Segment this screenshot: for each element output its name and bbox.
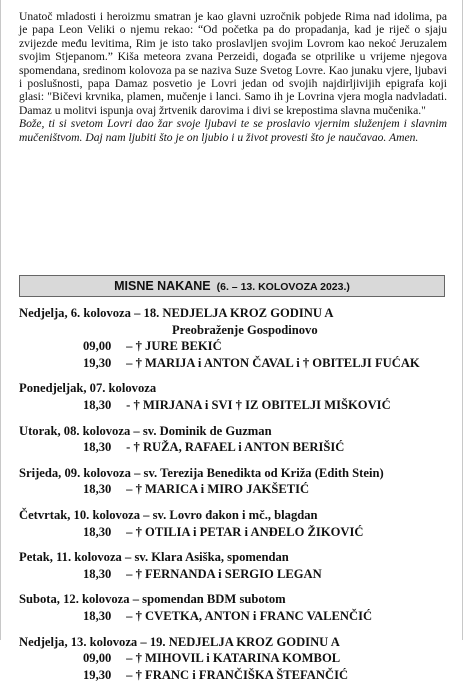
mass-schedule xyxy=(19,305,449,692)
mass-intention: – † CVETKA, ANTON i FRANC VALENČIĆ xyxy=(126,608,373,623)
mass-intentions-banner xyxy=(19,275,445,297)
day-name: Četvrtak, 10. kolovoza xyxy=(19,507,141,522)
mass-item xyxy=(19,524,449,541)
banner-dates: (6. – 13. KOLOVOZA 2023.) xyxy=(216,281,350,293)
mass-intention: – † MARIJA i ANTON ČAVAL i † OBITELJI FUĆAK xyxy=(126,355,420,370)
day-heading xyxy=(19,380,449,397)
day-heading xyxy=(19,507,449,524)
day-name: Ponedjeljak, 07. kolovoza xyxy=(19,381,157,396)
day-heading xyxy=(19,549,449,566)
mass-item xyxy=(19,439,449,456)
intro-prayer: Bože, ti si svetom Lovri dao žar svoje ljubavi te se proslavio vjernim služenjem i slavnim mučeništvom. Daj nam ljubiti što je on ljubio i u život provesti što je naučavao. Amen. xyxy=(19,117,447,144)
day-entry xyxy=(19,634,449,684)
mass-item xyxy=(19,481,449,498)
mass-time: 19,30 xyxy=(83,667,112,682)
mass-item xyxy=(19,566,449,583)
day-heading xyxy=(19,634,449,651)
day-name: Petak, 11. kolovoza xyxy=(19,550,122,565)
mass-time: 18,30 xyxy=(83,482,112,497)
day-entry xyxy=(19,549,449,582)
day-heading xyxy=(19,423,449,440)
day-entry xyxy=(19,305,449,371)
mass-intention: – † FRANC i FRANČIŠKA ŠTEFANČIĆ xyxy=(126,667,349,682)
day-entry xyxy=(19,423,449,456)
intro-section xyxy=(19,10,447,144)
day-name: Nedjelja, 6. kolovoza xyxy=(19,306,131,320)
mass-time: 18,30 xyxy=(83,566,112,581)
day-feast: – 19. NEDJELJA KROZ GODINU A xyxy=(137,634,340,649)
day-entry xyxy=(19,591,449,624)
intro-paragraph: Unatoč mladosti i heroizmu smatran je kao glavni uzročnik pobjede Rima nad idolima, pa je papa Leon Veliki o njemu rekao: “Od početka pa do propadanja, kad je riječ o sjaju zvijezde među levitima, Rim je isto tako proslavljen svojim Lovrom kao nekoć Jeruzalem svojim Stjepanom.” Kiša meteora zvana Perzeidi, događa se otprilike u vrijeme njegova spomendana, sredinom kolovoza pa se naziva Suze Svetog Lovre. Kao junaku vjere, ljubavi i poslušnosti, papa Damaz posvetio je Lovri jedan od svojih najdirljivijih epigrafa koji glasi: "Bičevi krvnika, plamen, mučenje i lanci. Samo ih je Lovrina vjera mogla nadvladati. Damaz u molitvi ispunja ovaj žrtvenik darovima i divi se krepostima slavna mučenika." xyxy=(19,10,447,117)
day-heading xyxy=(19,465,449,482)
day-feast: – sv. Dominik de Guzman xyxy=(130,423,272,438)
day-heading xyxy=(19,591,449,608)
day-feast: – 18. NEDJELJA KROZ GODINU A xyxy=(130,306,334,320)
mass-item xyxy=(19,608,449,625)
day-name: Srijeda, 09. kolovoza xyxy=(19,465,131,480)
mass-time: 18,30 xyxy=(83,524,112,539)
day-feast: – spomendan BDM subotom xyxy=(129,592,286,607)
mass-time: 18,30 xyxy=(83,608,112,623)
mass-item xyxy=(19,650,449,667)
mass-item xyxy=(19,397,449,414)
day-entry xyxy=(19,465,449,498)
day-feast: – sv. Lovro đakon i mč., blagdan xyxy=(140,507,318,522)
mass-time: 09,00 xyxy=(83,651,112,666)
day-feast: – sv. Klara Asiška, spomendan xyxy=(121,550,289,565)
day-name: Subota, 12. kolovoza xyxy=(19,592,130,607)
day-name: Utorak, 08. kolovoza xyxy=(19,423,131,438)
mass-time: 09,00 xyxy=(83,339,112,354)
mass-item xyxy=(19,667,449,684)
day-entry xyxy=(19,380,449,413)
mass-intention: - † RUŽA, RAFAEL i ANTON BERIŠIĆ xyxy=(126,440,345,455)
day-name: Nedjelja, 13. kolovoza xyxy=(19,634,138,649)
mass-item xyxy=(19,338,449,355)
day-feast: – sv. Terezija Benedikta od Križa (Edith Stein) xyxy=(130,465,384,480)
day-entry xyxy=(19,507,449,540)
mass-intention: – † OTILIA i PETAR i ANĐELO ŽIKOVIĆ xyxy=(126,524,364,539)
mass-time: 18,30 xyxy=(83,440,112,455)
mass-intention: – † MIHOVIL i KATARINA KOMBOL xyxy=(126,651,341,666)
mass-item xyxy=(19,355,449,372)
mass-time: 18,30 xyxy=(83,397,112,412)
mass-intention: – † FERNANDA i SERGIO LEGAN xyxy=(126,566,322,581)
mass-intention: - † MIRJANA i SVI † IZ OBITELJI MIŠKOVIĆ xyxy=(126,397,391,412)
mass-intention: – † JURE BEKIĆ xyxy=(126,339,222,354)
mass-intention: – † MARICA i MIRO JAKŠETIĆ xyxy=(126,482,310,497)
banner-title: MISNE NAKANE xyxy=(114,279,211,293)
day-heading xyxy=(19,305,449,322)
mass-time: 19,30 xyxy=(83,355,112,370)
day-subtitle: Preobraženje Gospodinovo xyxy=(172,322,318,337)
